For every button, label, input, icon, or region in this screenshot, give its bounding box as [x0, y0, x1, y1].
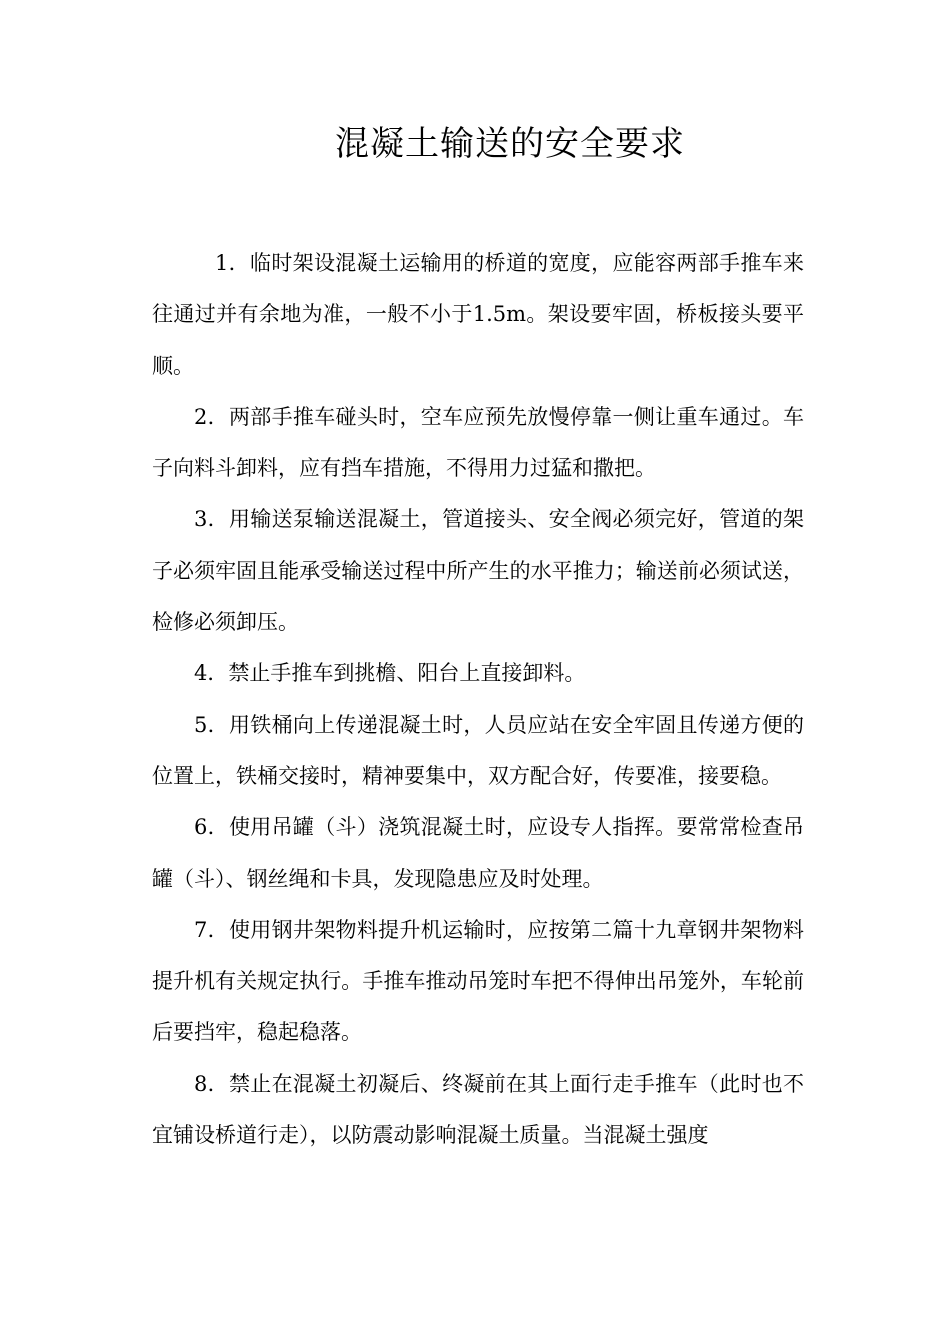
- document-body: [152, 238, 804, 1161]
- paragraph-3: 3．用输送泵输送混凝土，管道接头、安全阀必须完好，管道的架子必须牢固且能承受输送过程中所产生的水平推力；输送前必须试送，检修必须卸压。: [152, 507, 804, 635]
- paragraph-5: 5．用铁桶向上传递混凝土时，人员应站在安全牢固且传递方便的位置上，铁桶交接时，精神要集中，双方配合好，传要准，接要稳。: [152, 712, 804, 788]
- paragraph-8: 8．禁止在混凝土初凝后、终凝前在其上面行走手推车（此时也不宜铺设桥道行走），以防震动影响混凝土质量。当混凝土强度: [152, 1071, 804, 1148]
- paragraph-2: 2．两部手推车碰头时，空车应预先放慢停靠一侧让重车通过。车子向料斗卸料，应有挡车措施，不得用力过猛和撒把。: [152, 404, 804, 481]
- paragraph-1: 1．临时架设混凝土运输用的桥道的宽度，应能容两部手推车来往通过并有余地为准，一般不小于1.5m。架设要牢固，桥板接头要平顺。: [152, 251, 804, 378]
- paragraph-6: 6．使用吊罐（斗）浇筑混凝土时，应设专人指挥。要常常检查吊罐（斗）、钢丝绳和卡具，发现隐患应及时处理。: [152, 815, 804, 891]
- paragraph-4: 4．禁止手推车到挑檐、阳台上直接卸料。: [194, 661, 586, 686]
- document-title: 混凝土输送的安全要求: [335, 124, 685, 164]
- paragraph-7: 7．使用钢井架物料提升机运输时，应按第二篇十九章钢井架物料提升机有关规定执行。手推车推动吊笼时车把不得伸出吊笼外，车轮前后要挡牢，稳起稳落。: [152, 917, 804, 1045]
